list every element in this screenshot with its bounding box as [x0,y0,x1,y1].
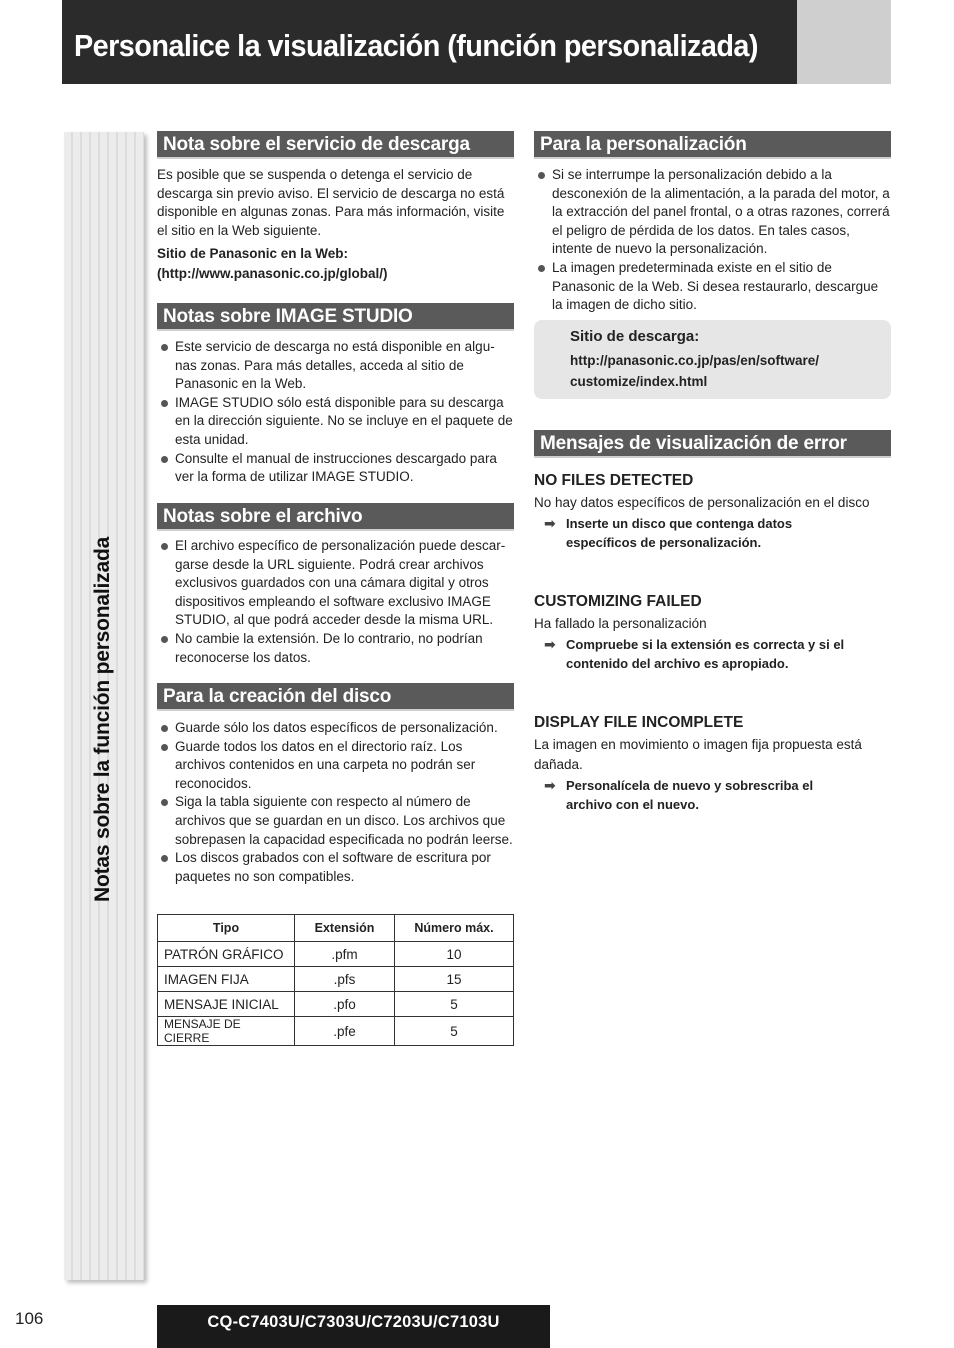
table-row [158,1017,514,1046]
list-item: IMAGE STUDIO sólo está disponible para su descarga en la dirección siguiente. No se incluye en el paquete de esta unidad. [157,394,514,450]
heading-personalization: Para la personalización [534,131,891,159]
list-item: Consulte el manual de instrucciones descargado para ver la forma de utilizar IMAGE STUDIO. [157,450,514,487]
arrow-right-icon: ➡ [544,636,556,652]
bullet-icon [538,172,545,179]
cell-type: IMAGEN FIJA [158,967,295,992]
table-row [158,967,514,992]
cell-extension: .pfm [295,942,395,967]
bullet-icon [161,400,168,407]
bullet-icon [161,725,168,732]
col-header-extension: Extensión [295,915,395,942]
bullet-icon [161,855,168,862]
panasonic-site-label: Sitio de Panasonic en la Web: [157,246,349,261]
cell-extension: .pfe [295,1017,395,1046]
list-item: No cambie la extensión. De lo contrario, no podrían reconocerse los datos. [157,630,514,667]
col-header-type: Tipo [158,915,295,942]
bullet-icon [538,265,545,272]
image-studio-list [157,338,514,487]
error-fix: ➡ Personalícela de nuevo y sobrescriba el archivo con el nuevo. [544,777,814,812]
heading-disc: Para la creación del disco [157,683,514,711]
col-header-max: Número máx. [395,915,514,942]
error-title: CUSTOMIZING FAILED [534,593,702,610]
cell-extension: .pfs [295,967,395,992]
error-description: La imagen en movimiento o imagen fija propuesta está dañada. [534,737,862,772]
file-list [157,537,514,667]
bullet-icon [161,636,168,643]
list-item: Este servicio de descarga no está disponible en algu-nas zonas. Para más detalles, acceda al sitio de Panasonic en la Web. [157,338,514,394]
download-site-label: Sitio de descarga: [570,328,700,345]
file-limits-table [157,914,514,1046]
arrow-right-icon: ➡ [544,515,556,531]
cell-extension: .pfo [295,992,395,1017]
download-site-box [534,320,891,399]
error-title: NO FILES DETECTED [534,472,694,489]
table-row [158,942,514,967]
cell-type: PATRÓN GRÁFICO [158,942,295,967]
download-text: Es posible que se suspenda o detenga el servicio de descarga sin previo aviso. El servicio de descarga no está disponible en algunas zonas. Para más información, visite el sitio en la Web siguiente. [157,167,505,238]
error-description: Ha fallado la personalización [534,616,707,631]
personalization-list [534,166,891,315]
cell-type: MENSAJE INICIAL [158,992,295,1017]
bullet-icon [161,456,168,463]
error-title: DISPLAY FILE INCOMPLETE [534,714,744,731]
panasonic-site-url[interactable]: (http://www.panasonic.co.jp/global/) [157,266,388,281]
list-item: Los discos grabados con el software de escritura por paquetes no son compatibles. [157,849,514,886]
cell-max: 15 [395,967,514,992]
list-item: La imagen predeterminada existe en el sitio de Panasonic de la Web. Si desea restaurarlo, descargue la imagen de dicho sitio. [534,259,891,315]
bullet-icon [161,344,168,351]
disc-list [157,719,514,886]
error-description: No hay datos específicos de personalización en el disco [534,495,870,510]
list-item: Siga la tabla siguiente con respecto al número de archivos que se guardan en un disco. Los archivos que sobrepasen la capacidad especificada no podrán leerse. [157,793,514,849]
cell-max: 10 [395,942,514,967]
heading-file: Notas sobre el archivo [157,503,514,531]
cell-max: 5 [395,992,514,1017]
list-item: Si se interrumpe la personalización debido a la desconexión de la alimentación, a la parada del motor, a la extracción del panel frontal, o a otras razones, correrá el peligro de pérdida de los datos. En tales casos, intente de nuevo la personalización. [534,166,891,259]
heading-errors: Mensajes de visualización de error [534,430,891,458]
header-tab [797,0,891,84]
table-header-row [158,915,514,942]
heading-image-studio: Notas sobre IMAGE STUDIO [157,303,514,331]
side-title: Notas sobre la función personalizada [91,536,114,902]
cell-max: 5 [395,1017,514,1046]
page-title: Personalice la visualización (función personalizada) [74,28,758,63]
cell-type: MENSAJE DE CIERRE [158,1017,295,1046]
bullet-icon [161,543,168,550]
model-number: CQ-C7403U/C7303U/C7203U/C7103U [157,1305,550,1348]
arrow-right-icon: ➡ [544,777,556,793]
list-item: El archivo específico de personalización puede descar-garse desde la URL siguiente. Podrá crear archivos exclusivos guardados con una cámara digital y otros dispositivos empleando el software exclusivo IMAGE STUDIO, al que podrá acceder desde la misma URL. [157,537,514,630]
heading-download: Nota sobre el servicio de descarga [157,131,514,159]
list-item: Guarde sólo los datos específicos de personalización. [157,719,514,738]
page-number: 106 [15,1309,44,1328]
list-item: Guarde todos los datos en el directorio raíz. Los archivos contenidos en una carpeta no podrán ser reconocidos. [157,738,514,794]
error-fix: ➡ Compruebe si la extensión es correcta y si el contenido del archivo es apropiado. [544,636,845,671]
page-header [62,0,797,84]
download-site-url[interactable]: http://panasonic.co.jp/pas/en/software/ customize/index.html [570,353,820,389]
bullet-icon [161,744,168,751]
error-fix: ➡ Inserte un disco que contenga datos específicos de personalización. [544,515,793,550]
bullet-icon [161,799,168,806]
table-row [158,992,514,1017]
